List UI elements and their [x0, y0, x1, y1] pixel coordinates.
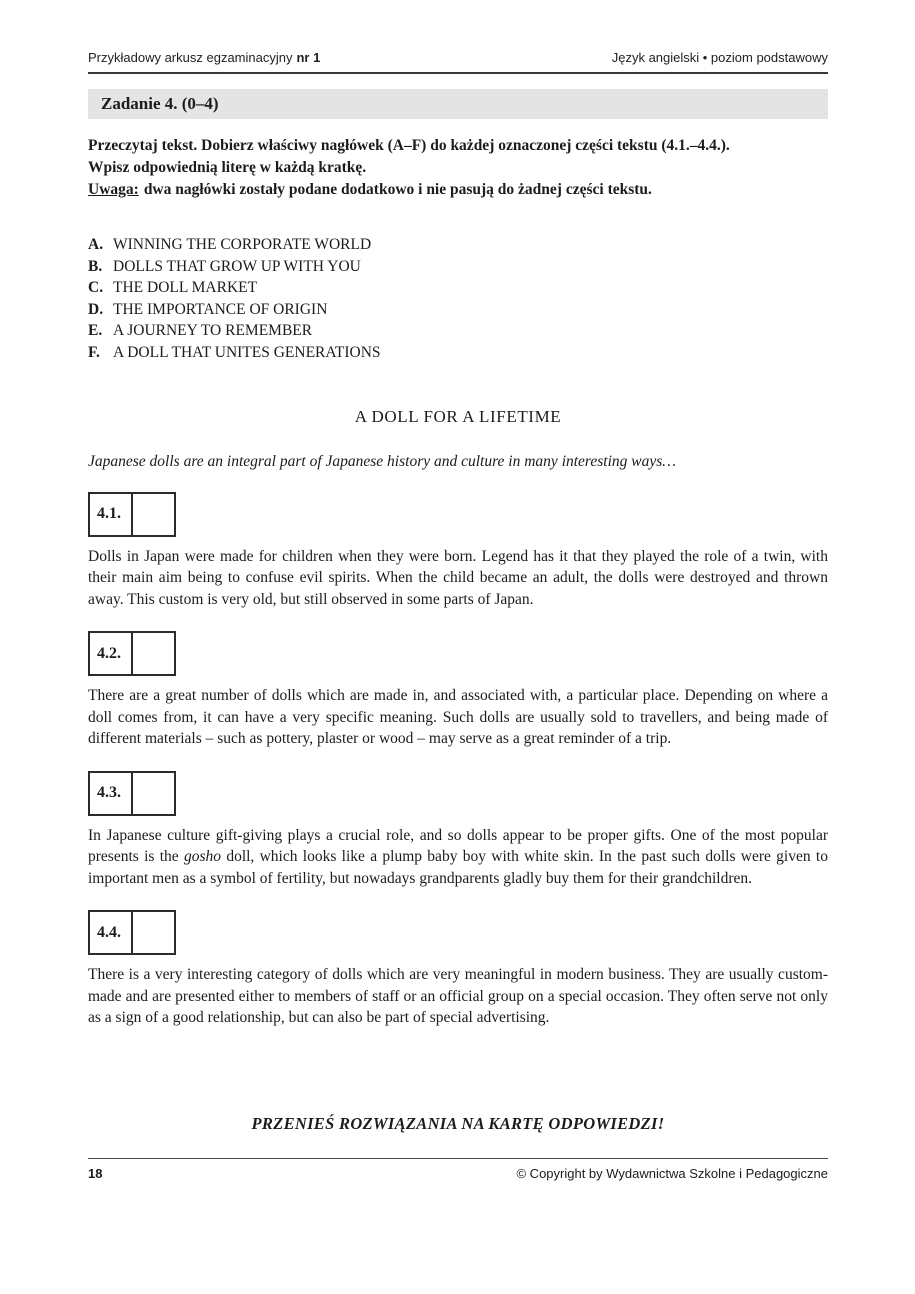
note-label: Uwaga:	[88, 181, 139, 198]
heading-letter: F.	[88, 343, 100, 361]
paragraph-text: In Japanese culture gift-giving plays a crucial role, and so dolls appear to be proper gifts. One of the most popular presents is the	[88, 826, 828, 866]
heading-option-f	[88, 342, 828, 364]
note-text: dwa nagłówki zostały podane dodatkowo i nie pasują do żadnej części tekstu.	[143, 181, 652, 198]
header-left-bold: nr 1	[296, 50, 321, 65]
answer-input-cell-4-1[interactable]	[133, 494, 174, 535]
transfer-answers-note: PRZENIEŚ ROZWIĄZANIA NA KARTĘ ODPOWIEDZI!	[251, 1113, 665, 1133]
header-left-text: Przykładowy arkusz egzaminacyjny	[88, 50, 293, 65]
page-number: 18	[88, 1165, 103, 1181]
section-4-1	[88, 492, 828, 611]
heading-text: A DOLL THAT UNITES GENERATIONS	[113, 343, 381, 361]
task-instructions	[88, 135, 828, 201]
heading-letter: E.	[88, 322, 103, 340]
task-banner: Zadanie 4. (0–4)	[88, 89, 828, 119]
paragraph-text: Dolls in Japan were made for children when they were born. Legend has it that they played the role of a twin, with their main aim being to confuse evil spirits. When the child became an adult, the dolls were destroyed and thrown away. This custom is very old, but still observed in some parts of Japan.	[88, 547, 828, 608]
heading-option-d	[88, 299, 828, 321]
heading-letter: A.	[88, 236, 104, 253]
heading-text: WINNING THE CORPORATE WORLD	[113, 236, 372, 253]
copyright-notice: © Copyright by Wydawnictwa Szkolne i Pedagogiczne	[516, 1165, 828, 1181]
answer-box-4-3	[88, 771, 176, 816]
answer-input-cell-4-4[interactable]	[133, 912, 174, 953]
answer-box-label: 4.4.	[90, 912, 133, 953]
heading-letter: D.	[88, 300, 104, 318]
section-4-2	[88, 631, 828, 750]
article-intro: Japanese dolls are an integral part of Japanese history and culture in many interesting ways…	[88, 452, 677, 470]
paragraph-text: There is a very interesting category of dolls which are very meaningful in modern business. They are usually custom-made and are presented either to members of staff or an official group on a special occasion. They often serve not only as a sign of a good relationship, but can also be part of special advertising.	[88, 966, 828, 1027]
instruction-note	[88, 179, 828, 201]
heading-text: THE DOLL MARKET	[113, 279, 258, 297]
section-paragraph	[88, 964, 828, 1029]
heading-option-a	[88, 234, 828, 256]
section-paragraph	[88, 685, 828, 750]
heading-options-list	[88, 234, 828, 364]
paragraph-text: There are a great number of dolls which are made in, and associated with, a particular place. Depending on where a doll comes from, it can have a very specific meaning. Such dolls are usually sold to travellers, and being made of different materials – such as pottery, plaster or wood – may serve as a great reminder of a trip.	[88, 687, 828, 748]
instruction-line-1: Przeczytaj tekst. Dobierz właściwy nagłówek (A–F) do każdej oznaczonej części tekstu (4.1.–4.4.).	[88, 137, 730, 154]
paragraph-italic: gosho	[183, 848, 222, 866]
footer-divider	[88, 1158, 828, 1159]
heading-text: A JOURNEY TO REMEMBER	[113, 322, 313, 340]
page-footer	[88, 1166, 828, 1181]
answer-box-label: 4.1.	[90, 494, 133, 535]
heading-letter: B.	[88, 257, 103, 275]
section-paragraph	[88, 546, 828, 611]
article-title: A DOLL FOR A LIFETIME	[354, 406, 562, 426]
heading-option-e	[88, 320, 828, 342]
section-paragraph	[88, 825, 828, 890]
header-left	[88, 50, 320, 65]
heading-option-b	[88, 256, 828, 278]
answer-input-cell-4-2[interactable]	[133, 633, 174, 674]
answer-box-label: 4.3.	[90, 773, 133, 814]
header-right: Język angielski • poziom podstawowy	[611, 50, 828, 65]
answer-input-cell-4-3[interactable]	[133, 773, 174, 814]
header-divider	[88, 72, 828, 74]
section-4-3	[88, 771, 828, 890]
answer-box-label: 4.2.	[90, 633, 133, 674]
paragraph-text: doll, which looks like a plump baby boy with white skin. In the past such dolls were given to important men as a symbol of fertility, but nowadays grandparents gladly buy them for their grandchildren.	[88, 848, 828, 887]
section-4-4	[88, 910, 828, 1029]
answer-box-4-1	[88, 492, 176, 537]
answer-box-4-2	[88, 631, 176, 676]
heading-option-c	[88, 277, 828, 299]
page-header	[88, 0, 828, 65]
heading-letter: C.	[88, 279, 104, 297]
answer-box-4-4	[88, 910, 176, 955]
heading-text: THE IMPORTANCE OF ORIGIN	[113, 300, 328, 318]
heading-text: DOLLS THAT GROW UP WITH YOU	[113, 257, 361, 275]
instruction-line-2: Wpisz odpowiednią literę w każdą kratkę.	[88, 159, 367, 176]
